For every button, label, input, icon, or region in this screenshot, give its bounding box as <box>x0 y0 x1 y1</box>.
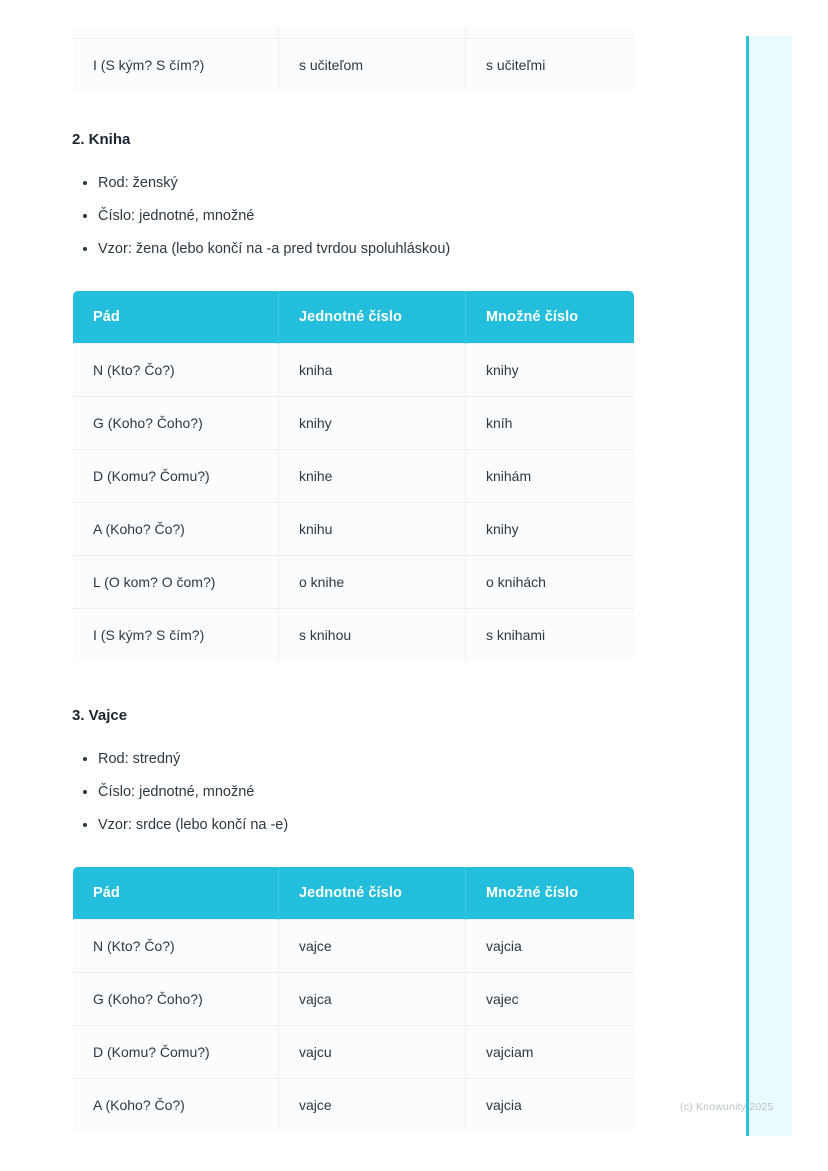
table-row <box>73 556 635 609</box>
table-cell-plural: vajciam <box>466 1026 635 1079</box>
table-cell-case: G (Koho? Čoho?) <box>73 397 279 450</box>
table-cell-singular: s učiteľom <box>279 38 466 91</box>
column-header-singular: Jednotné číslo <box>279 291 466 344</box>
table-cell-singular: vajce <box>279 1079 466 1132</box>
table-cell-singular: knihy <box>279 397 466 450</box>
table-cell-singular: vajca <box>279 973 466 1026</box>
table-cell-case: I (S kým? S čím?) <box>73 38 279 91</box>
list-item: • Vzor: žena (lebo končí na -a pred tvrdou spoluhláskou) <box>98 240 634 258</box>
footer-credit: (c) Knowunity 2025 <box>680 1101 774 1113</box>
table-cell-plural: knihy <box>466 344 635 397</box>
table-row <box>73 450 635 503</box>
table-row <box>73 38 635 91</box>
table-cell-singular: vajcu <box>279 1026 466 1079</box>
section-heading-kniha-wrap <box>72 131 634 148</box>
table-header-row <box>73 867 635 920</box>
section-heading: 2. Kniha <box>72 131 131 148</box>
table-row <box>73 503 635 556</box>
table-row <box>73 397 635 450</box>
table-cell-singular: vajce <box>279 920 466 973</box>
section-bullets-kniha <box>72 174 634 273</box>
table-cell-singular: s knihou <box>279 609 466 662</box>
column-header-case: Pád <box>73 867 279 920</box>
table-row-clipped <box>73 28 635 38</box>
table-cell-singular: knihu <box>279 503 466 556</box>
list-item: • Číslo: jednotné, množné <box>98 207 634 225</box>
section-bullets-vajce <box>72 750 634 849</box>
table-cell-singular: kniha <box>279 344 466 397</box>
column-header-plural: Množné číslo <box>466 291 635 344</box>
table-cell-plural: kníh <box>466 397 635 450</box>
table-cell-case: A (Koho? Čo?) <box>73 503 279 556</box>
table-cell-case: G (Koho? Čoho?) <box>73 973 279 1026</box>
declension-table-vajce <box>72 866 634 1132</box>
declension-table-kniha <box>72 290 634 662</box>
table-cell-singular: o knihe <box>279 556 466 609</box>
table-row <box>73 920 635 973</box>
table-cell-case: L (O kom? O čom?) <box>73 556 279 609</box>
table-cell-case: D (Komu? Čomu?) <box>73 1026 279 1079</box>
table-cell-plural: o knihách <box>466 556 635 609</box>
decorative-side-strip <box>748 36 792 1136</box>
table-cell-plural: s učiteľmi <box>466 38 635 91</box>
continued-declension-table <box>72 28 634 92</box>
table-row <box>73 1026 635 1079</box>
table-cell-plural: s knihami <box>466 609 635 662</box>
table-cell-case: A (Koho? Čo?) <box>73 1079 279 1132</box>
list-item: • Rod: ženský <box>98 174 634 192</box>
table-cell-case: N (Kto? Čo?) <box>73 920 279 973</box>
list-item: • Vzor: srdce (lebo končí na -e) <box>98 816 634 834</box>
table-header-row <box>73 291 635 344</box>
table-cell-singular: knihe <box>279 450 466 503</box>
table-row <box>73 609 635 662</box>
section-heading: 3. Vajce <box>72 707 128 724</box>
column-header-singular: Jednotné číslo <box>279 867 466 920</box>
column-header-plural: Množné číslo <box>466 867 635 920</box>
table-cell-plural: vajec <box>466 973 635 1026</box>
table-cell-plural: vajcia <box>466 1079 635 1132</box>
list-item: • Číslo: jednotné, množné <box>98 783 634 801</box>
table-cell-plural: vajcia <box>466 920 635 973</box>
table-cell-plural: knihám <box>466 450 635 503</box>
decorative-accent-line <box>746 36 749 1136</box>
table-cell-case: D (Komu? Čomu?) <box>73 450 279 503</box>
list-item: • Rod: stredný <box>98 750 634 768</box>
table-cell-case: N (Kto? Čo?) <box>73 344 279 397</box>
column-header-case: Pád <box>73 291 279 344</box>
table-row <box>73 344 635 397</box>
table-row <box>73 1079 635 1132</box>
table-cell-plural: knihy <box>466 503 635 556</box>
section-heading-vajce-wrap <box>72 707 634 724</box>
table-row <box>73 973 635 1026</box>
table-cell-case: I (S kým? S čím?) <box>73 609 279 662</box>
